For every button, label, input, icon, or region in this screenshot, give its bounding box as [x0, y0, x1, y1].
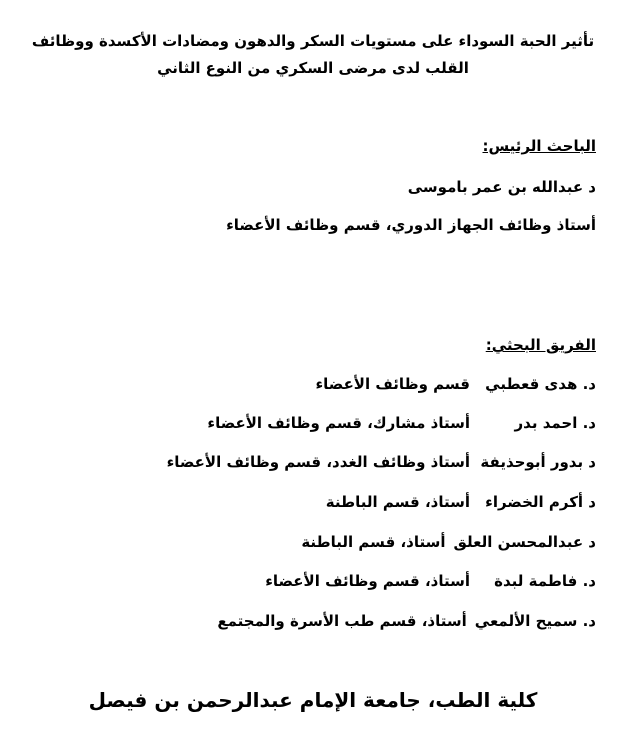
member-role: أستاذ، قسم وظائف الأعضاء — [265, 572, 470, 590]
member-name: د. سميح الألمعي — [474, 612, 596, 630]
member-role: أستاذ، قسم الباطنة — [325, 493, 470, 511]
document-title — [30, 28, 596, 82]
team-member — [265, 572, 596, 590]
principal-name: د عبدالله بن عمر باموسى — [407, 178, 596, 196]
member-name: د. هدى قعطبي — [485, 375, 596, 393]
principal-heading: الباحث الرئيس: — [482, 137, 596, 155]
team-member — [207, 414, 596, 432]
member-role: أستاذ، قسم الباطنة — [301, 533, 446, 551]
team-member — [315, 375, 596, 393]
principal-role: أستاذ وظائف الجهاز الدوري، قسم وظائف الأعضاء — [226, 216, 596, 234]
member-name: د. احمد بدر — [514, 414, 596, 432]
team-heading: الفريق البحثي: — [485, 336, 596, 354]
member-role: قسم وظائف الأعضاء — [315, 375, 470, 393]
member-name: د عبدالمحسن العلق — [453, 533, 596, 551]
member-role: أستاذ مشارك، قسم وظائف الأعضاء — [207, 414, 470, 432]
team-member — [326, 493, 596, 511]
team-member — [167, 453, 596, 471]
member-role: أستاذ وظائف الغدد، قسم وظائف الأعضاء — [166, 453, 470, 471]
title-line-2: القلب لدى مرضى السكري من النوع الثاني — [157, 59, 469, 77]
team-member — [217, 612, 596, 630]
institution-footer: كلية الطب، جامعة الإمام عبدالرحمن بن فيصل — [88, 688, 538, 712]
member-name: د. فاطمة لبدة — [494, 572, 596, 590]
team-member — [301, 533, 596, 551]
member-name: د أكرم الخضراء — [485, 493, 596, 511]
member-name: د بدور أبوحذيفة — [480, 453, 596, 471]
member-role: أستاذ، قسم طب الأسرة والمجتمع — [217, 612, 467, 630]
title-line-1: تأثير الحبة السوداء على مستويات السكر والدهون ومضادات الأكسدة ووظائف — [31, 32, 595, 50]
